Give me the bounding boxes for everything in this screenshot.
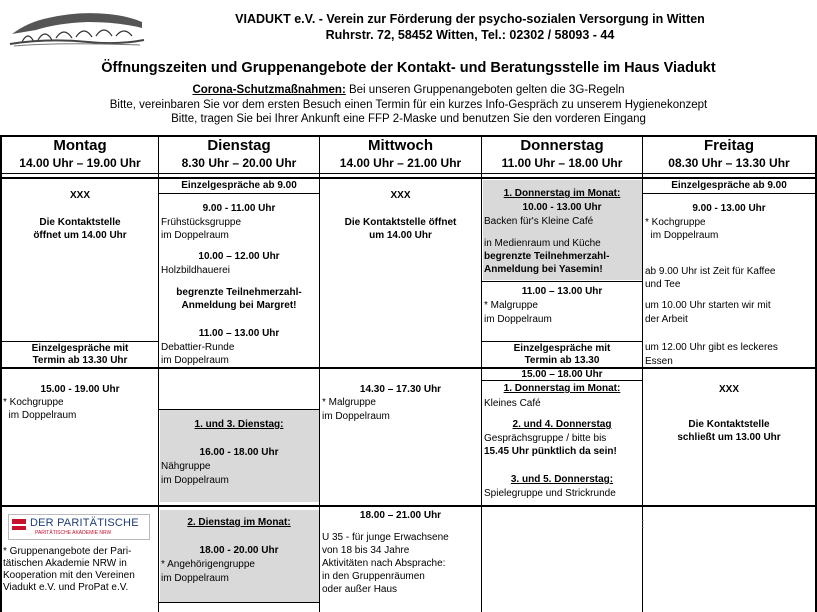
org-address: Ruhrstr. 72, 58452 Witten, Tel.: 02302 / 58093 - 44 [325, 28, 615, 42]
thu-time-1: 10.00 - 13.00 Uhr [522, 202, 602, 213]
fri-close-1: Die Kontaktstelle [688, 419, 770, 430]
wed-u35-4: in den Gruppenräumen [322, 571, 425, 582]
thu-spiel: Spielegruppe und Strickrunde [484, 488, 616, 499]
grid-col2 [319, 135, 320, 612]
hours-fri: 08.30 Uhr – 13.30 Uhr [668, 156, 790, 170]
tue-time-1: 9.00 - 11.00 Uhr [202, 203, 276, 214]
day-tue: Dienstag [207, 137, 271, 154]
mon-einzel-2: Termin ab 13.30 Uhr [32, 355, 128, 366]
mon-einzel-1: Einzelgespräche mit [31, 343, 129, 354]
mon-note-3: Kooperation mit den Vereinen [3, 570, 135, 581]
paritaetische-logo-mark-bar [12, 524, 26, 526]
wed-xxx: XXX [390, 190, 411, 201]
tue-group-3b: im Doppelraum [161, 355, 229, 366]
thu-time-3: 15.00 – 18.00 Uhr [521, 369, 603, 380]
page-title: Öffnungszeiten und Gruppenangebote der Kontakt- und Beratungsstelle im Haus Viadukt [101, 60, 716, 76]
tue-r2-line [159, 409, 319, 410]
thu-shade-line [482, 281, 642, 282]
mon-open-2: öffnet um 14.00 Uhr [33, 230, 127, 241]
tue-limit-2: Anmeldung bei Margret! [181, 300, 297, 311]
tue-einzel-line [159, 193, 319, 194]
wed-group-1b: im Doppelraum [322, 411, 390, 422]
grid-row3-top [0, 505, 817, 507]
tue-einzel: Einzelgespräche ab 9.00 [181, 180, 297, 191]
thu-mid-line [482, 341, 642, 342]
wed-u35-3: Aktivitäten nach Absprache: [322, 558, 446, 569]
fri-einzel: Einzelgespräche ab 9.00 [671, 180, 787, 191]
paritaetische-logo [8, 514, 150, 540]
tue-group-5b: im Doppelraum [161, 573, 229, 584]
wed-u35-1: U 35 - für junge Erwachsene [322, 532, 449, 543]
mon-xxx: XXX [69, 190, 90, 201]
wed-u35-2: von 18 bis 34 Jahre [322, 545, 410, 556]
wed-u35-5: oder außer Haus [322, 584, 398, 595]
tue-group-1a: Frühstücksgruppe [161, 217, 242, 228]
thu-24-heading: 2. und 4. Donnerstag [512, 419, 612, 430]
tue-13-heading: 1. und 3. Dienstag: [194, 419, 284, 430]
fri-time-1: 9.00 - 13.00 Uhr [692, 203, 766, 214]
tue-time-5: 18.00 - 20.00 Uhr [199, 545, 279, 556]
mon-note-1: * Gruppenangebote der Pari- [3, 546, 132, 557]
thu-first-heading: 1. Donnerstag im Monat: [503, 188, 621, 199]
grid-left [0, 135, 2, 612]
corona-line-1 [0, 84, 817, 96]
fri-koch-2: im Doppelraum [645, 230, 719, 241]
mon-note-4: Viadukt e.V. und ProPat e.V. [3, 582, 129, 593]
thu-limit-2: Anmeldung bei Yasemin! [484, 264, 603, 275]
thu-mal-1: * Malgruppe [484, 300, 538, 311]
day-thu: Donnerstag [520, 137, 604, 154]
tue-r3-line [159, 602, 319, 603]
mon-koch-2: im Doppelraum [3, 410, 77, 421]
fri-einzel-line [643, 193, 815, 194]
tue-group-4a: Nähgruppe [161, 461, 211, 472]
org-name: VIADUKT e.V. - Verein zur Förderung der psycho-sozialen Versorgung in Witten [235, 12, 705, 26]
grid-header-bottom [0, 173, 817, 174]
wed-open-2: um 14.00 Uhr [369, 230, 432, 241]
tue-time-2: 10.00 – 12.00 Uhr [198, 251, 280, 262]
fri-essen-2: Essen [645, 356, 673, 367]
thu-bake-1: Backen für's Kleine Café [484, 216, 594, 227]
thu-limit-1: begrenzte Teilnehmerzahl- [484, 251, 610, 262]
wed-group-1a: * Malgruppe [322, 397, 376, 408]
corona-rule: Bei unseren Gruppenangeboten gelten die 3G-Regeln [345, 84, 625, 96]
tue-group-4b: im Doppelraum [161, 475, 229, 486]
thu-einzel-2: Termin ab 13.30 [524, 355, 600, 366]
fri-arbeit-1: um 10.00 Uhr starten wir mit [645, 300, 771, 311]
corona-line-3: Bitte, tragen Sie bei Ihrer Ankunft eine FFP 2-Maske und benutzen Sie den vorderen Eingang [171, 113, 646, 125]
hours-mon: 14.00 Uhr – 19.00 Uhr [19, 156, 141, 170]
fri-arbeit-2: der Arbeit [645, 314, 688, 325]
thu-gs-1: Gesprächsgruppe / bitte bis [484, 433, 607, 444]
thu-gs-2: 15.45 Uhr pünktlich da sein! [484, 446, 617, 457]
wed-open-1: Die Kontaktstelle öffnet [344, 217, 457, 228]
thu-cafe: Kleines Café [484, 398, 541, 409]
corona-line-2: Bitte, vereinbaren Sie vor dem ersten Besuch einen Termin für ein kurzes Info-Gespräch zu unserem Hygienekonzept [109, 99, 708, 111]
fri-xxx: XXX [718, 384, 739, 395]
thu-time-2: 11.00 – 13.00 Uhr [521, 286, 603, 297]
mon-koch-1: * Kochgruppe [3, 397, 64, 408]
wed-time-2: 18.00 – 21.00 Uhr [359, 510, 442, 521]
tue-time-3: 11.00 – 13.00 Uhr [198, 328, 280, 339]
tue-group-1b: im Doppelraum [161, 230, 229, 241]
mon-mid-line [2, 341, 158, 342]
hours-tue: 8.30 Uhr – 20.00 Uhr [181, 156, 297, 170]
thu-dots: ⋮ [638, 519, 648, 530]
tue-group-2: Holzbildhauerei [161, 265, 230, 276]
fri-kaffee-2: und Tee [645, 279, 681, 290]
wed-time-1: 14.30 – 17.30 Uhr [359, 384, 442, 395]
hours-wed: 14.00 Uhr – 21.00 Uhr [339, 156, 462, 170]
day-wed: Mittwoch [368, 137, 433, 154]
paritaetische-logo-sub: PARITÄTISCHE AKADEMIE NRW [35, 530, 112, 536]
day-fri: Freitag [703, 137, 754, 154]
thu-mal-2: im Doppelraum [484, 314, 552, 325]
fri-kaffee-1: ab 9.00 Uhr ist Zeit für Kaffee [645, 266, 776, 277]
tue-2-heading: 2. Dienstag im Monat: [187, 517, 291, 528]
viaduct-logo [8, 8, 146, 48]
tue-time-4: 16.00 - 18.00 Uhr [199, 447, 279, 458]
tue-group-5a: * Angehörigengruppe [161, 559, 255, 570]
mon-open-1: Die Kontaktstelle [39, 217, 121, 228]
fri-close-2: schließt um 13.00 Uhr [677, 432, 781, 443]
mon-koch-time: 15.00 - 19.00 Uhr [40, 384, 120, 395]
tue-group-3a: Debattier-Runde [161, 342, 235, 353]
grid-row1-top [0, 177, 817, 179]
fri-essen-1: um 12.00 Uhr gibt es leckeres [645, 342, 778, 353]
corona-heading: Corona-Schutzmaßnahmen: [192, 84, 346, 96]
thu-bake-2: in Medienraum und Küche [484, 238, 601, 249]
day-mon: Montag [53, 137, 107, 154]
paritaetische-logo-text: DER PARITÄTISCHE [30, 517, 139, 529]
mon-note-2: tätischen Akademie NRW in [3, 558, 127, 569]
fri-koch-1: * Kochgruppe [645, 217, 706, 228]
thu-35-heading: 3. und 5. Donnerstag: [510, 474, 614, 485]
thu-einzel-1: Einzelgespräche mit [513, 343, 611, 354]
hours-thu: 11.00 Uhr – 18.00 Uhr [501, 156, 623, 170]
tue-limit-1: begrenzte Teilnehmerzahl- [176, 287, 302, 298]
thu-first-2: 1. Donnerstag im Monat: [503, 383, 621, 394]
